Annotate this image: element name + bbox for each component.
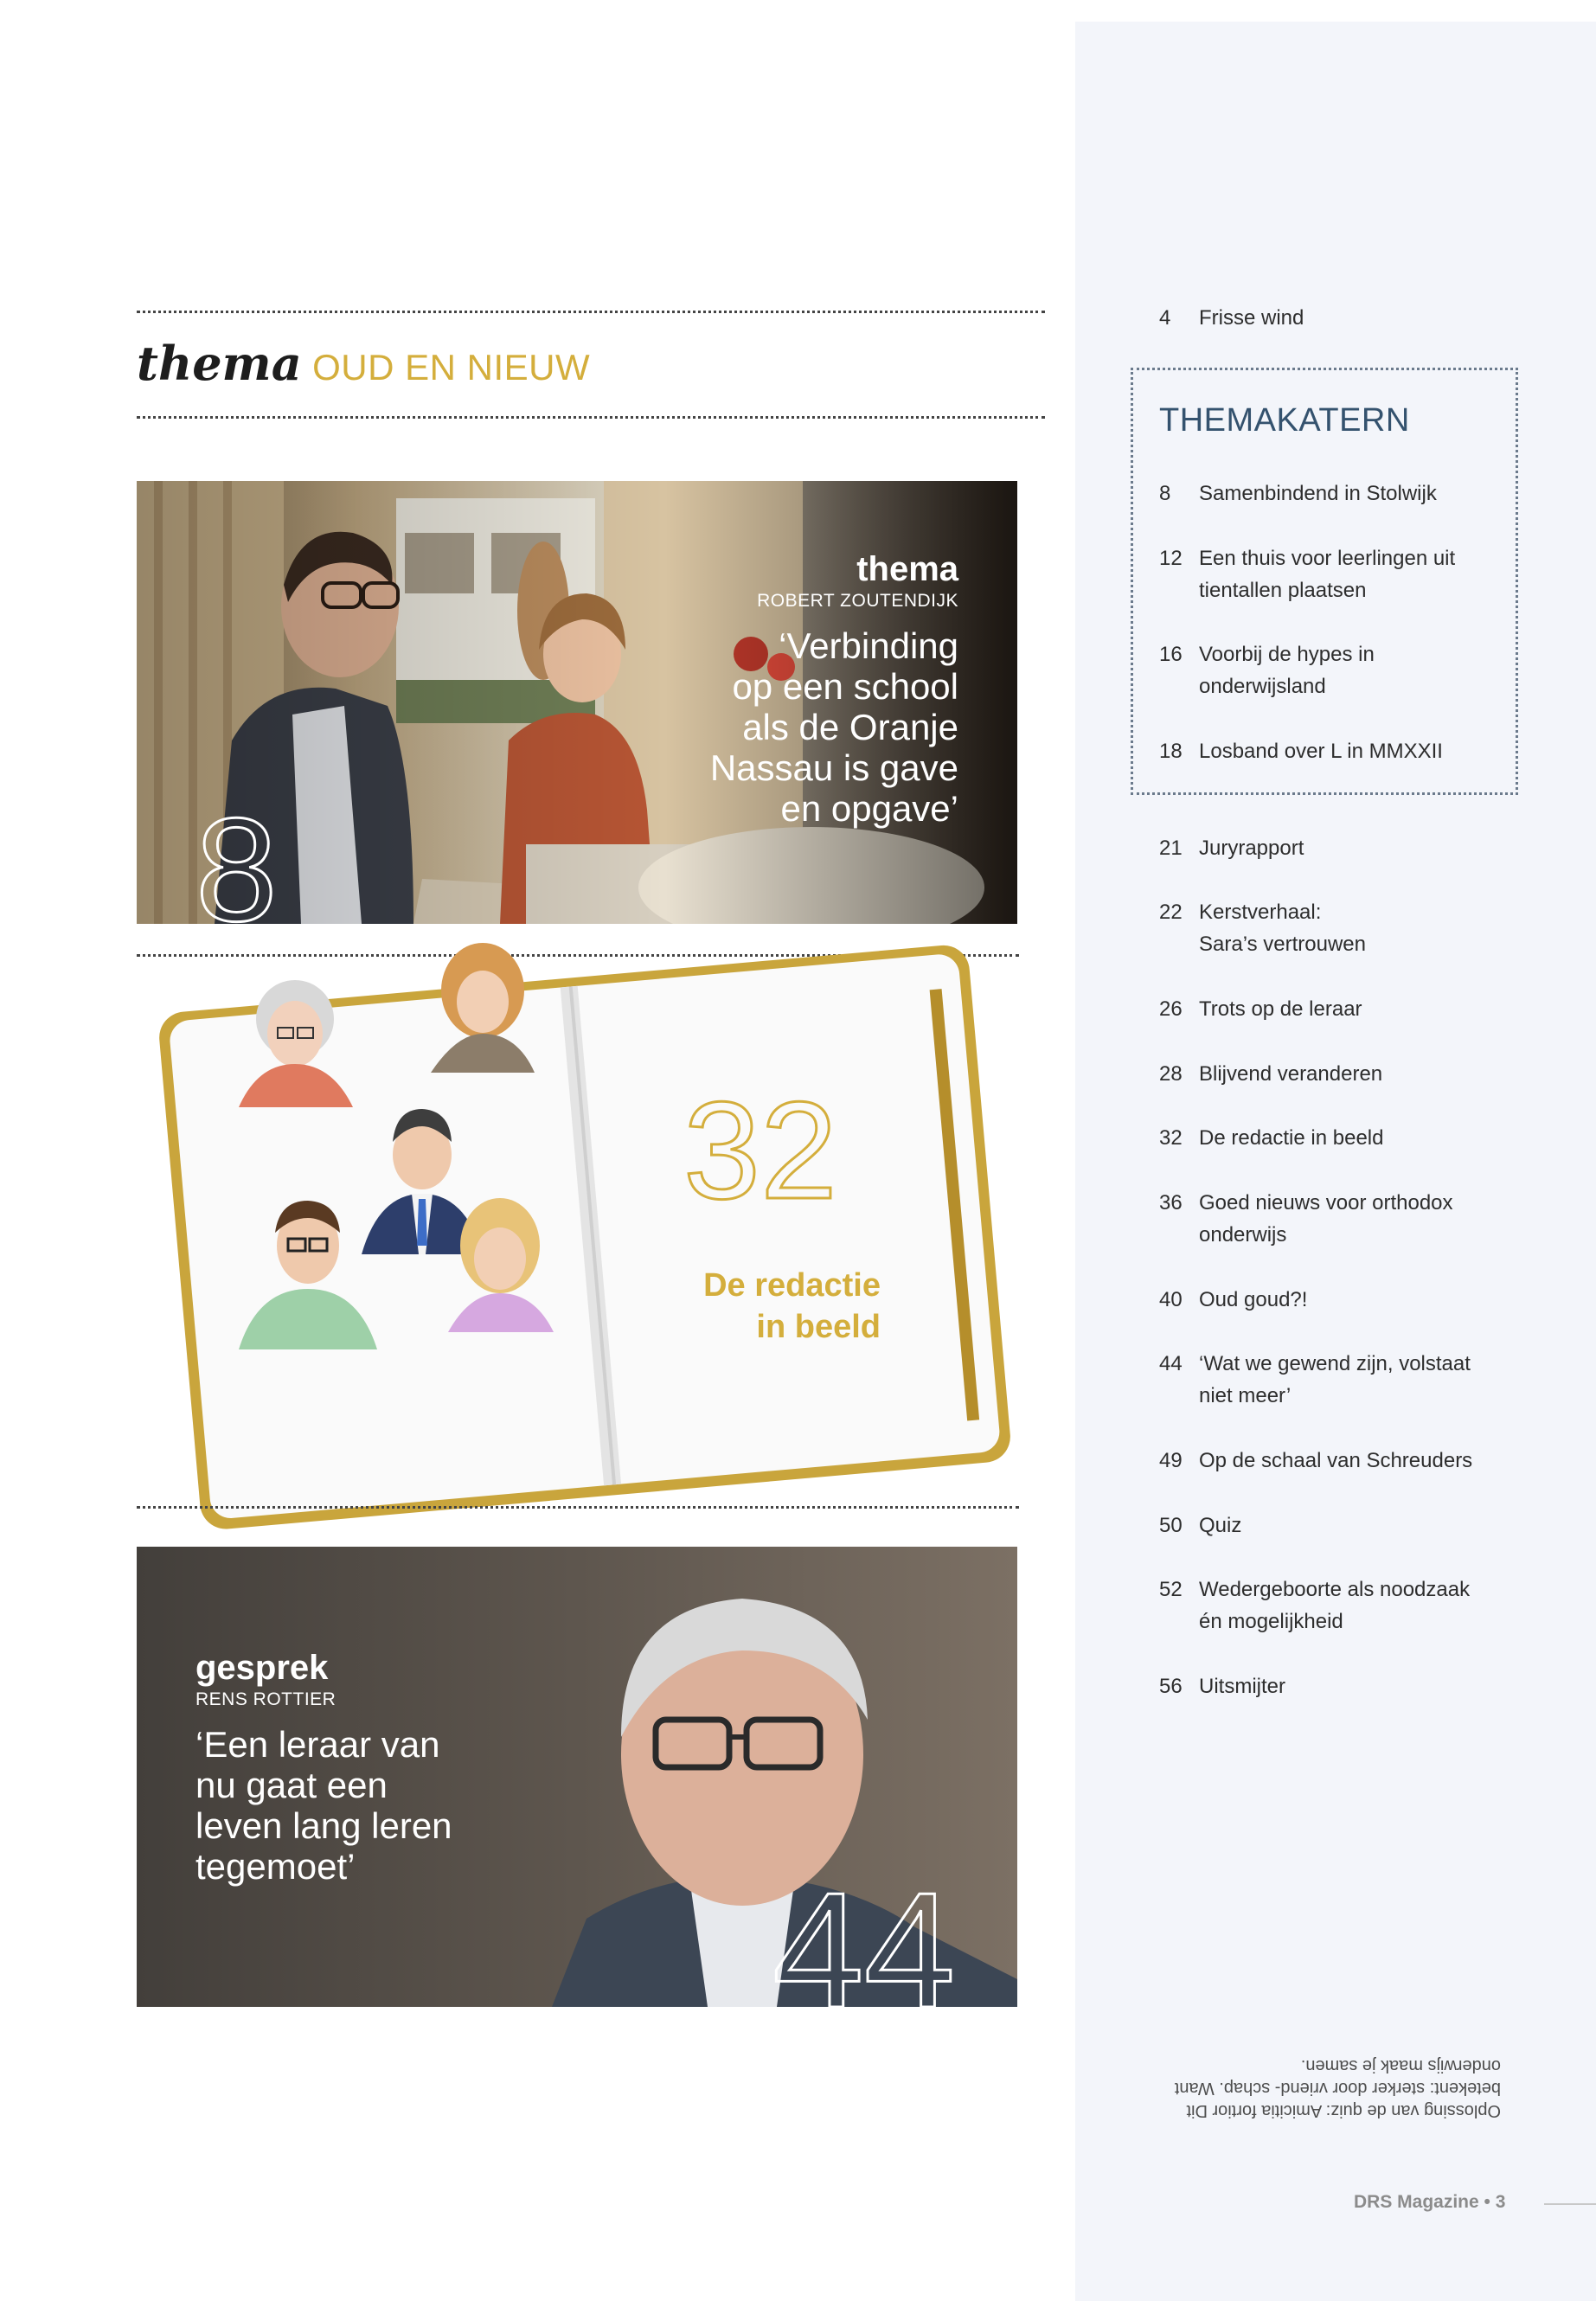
toc-item-number: 49 xyxy=(1159,1449,1183,1472)
feature-kicker: gesprek xyxy=(195,1649,329,1687)
toc-item-frisse-wind[interactable] xyxy=(1159,302,1531,334)
page-number-outline: 8 xyxy=(195,788,278,924)
toc-item-title: Blijvend veranderen xyxy=(1199,1062,1383,1086)
toc-item-title: Oud goud?! xyxy=(1199,1288,1308,1311)
title-line: in beeld xyxy=(756,1309,881,1345)
toc-item[interactable] xyxy=(1159,1445,1531,1477)
section-title xyxy=(137,336,590,391)
feature-quote xyxy=(710,625,958,829)
toc-item-number: 12 xyxy=(1159,547,1183,570)
toc-item-number: 44 xyxy=(1159,1352,1183,1375)
quote-line: leven lang leren xyxy=(195,1805,452,1846)
dotted-divider xyxy=(137,416,1045,419)
dotted-divider xyxy=(137,1506,1019,1509)
toc-item-number: 36 xyxy=(1159,1191,1183,1215)
page-number: 3 xyxy=(1495,2192,1506,2212)
toc-item-number: 32 xyxy=(1159,1126,1183,1150)
quote-line: ‘Verbinding xyxy=(779,625,958,666)
toc-item[interactable] xyxy=(1159,1058,1531,1090)
toc-item-number: 40 xyxy=(1159,1288,1183,1311)
toc-item[interactable] xyxy=(1159,1187,1488,1251)
quote-line: op een school xyxy=(732,666,958,707)
footer-separator: • xyxy=(1484,2192,1490,2212)
toc-item[interactable] xyxy=(1159,1284,1531,1316)
toc-item-number: 21 xyxy=(1159,836,1183,860)
toc-item-number: 28 xyxy=(1159,1062,1183,1086)
feature-card-gesprek[interactable] xyxy=(137,1547,1017,2007)
page-footer xyxy=(1354,2192,1505,2213)
toc-item-title: Samenbindend in Stolwijk xyxy=(1199,482,1437,505)
toc-item-number: 8 xyxy=(1159,482,1171,505)
title-line: De redactie xyxy=(703,1267,881,1304)
feature-caption xyxy=(195,1649,452,1887)
toc-item-number: 4 xyxy=(1159,306,1171,330)
quote-line: ‘Een leraar van xyxy=(195,1724,440,1765)
feature-title xyxy=(621,1265,881,1348)
toc-item-number: 52 xyxy=(1159,1578,1183,1601)
toc-item-title: Trots op de leraar xyxy=(1199,997,1362,1021)
quiz-solution-upside-down: Oplossing van de quiz: Amicitia fortior Dit betekent: sterker door vriend- schap. Want onderwijs maak je samen. xyxy=(1174,2056,1501,2120)
quote-line: Nassau is gave xyxy=(709,747,958,788)
feature-card-thema[interactable] xyxy=(137,481,1017,924)
toc-item-title: Uitsmijter xyxy=(1199,1675,1285,1698)
feature-caption xyxy=(710,550,958,829)
toc-item-title: Losband over L in MMXXII xyxy=(1199,740,1443,763)
dotted-divider xyxy=(137,311,1045,313)
toc-item-title: Kerstverhaal: Sara’s vertrouwen xyxy=(1199,901,1366,956)
toc-item-title: Een thuis voor leerlingen uit tientallen plaatsen xyxy=(1199,547,1456,602)
toc-item-number: 56 xyxy=(1159,1675,1183,1698)
toc-item-number: 50 xyxy=(1159,1514,1183,1537)
toc-item[interactable] xyxy=(1159,735,1531,767)
toc-item[interactable] xyxy=(1159,1348,1497,1412)
toc-item[interactable] xyxy=(1159,1509,1531,1541)
page-number-outline: 32 xyxy=(683,1073,837,1227)
quote-line: nu gaat een xyxy=(195,1765,388,1805)
feature-kicker: thema xyxy=(856,550,958,588)
toc-item-title: Quiz xyxy=(1199,1514,1242,1537)
toc-item-title: Voorbij de hypes in onderwijsland xyxy=(1199,643,1375,698)
quote-line: en opgave’ xyxy=(780,788,958,829)
quote-line: als de Oranje xyxy=(742,707,958,747)
toc-item-title: Op de schaal van Schreuders xyxy=(1199,1449,1473,1472)
toc-item-title: De redactie in beeld xyxy=(1199,1126,1384,1150)
toc-item[interactable] xyxy=(1159,1122,1531,1154)
toc-item[interactable] xyxy=(1159,478,1531,510)
toc-item-number: 26 xyxy=(1159,997,1183,1021)
feature-card-redactie[interactable] xyxy=(137,926,1036,1548)
toc-item-title: ‘Wat we gewend zijn, volstaat niet meer’ xyxy=(1199,1352,1471,1407)
feature-author: RENS ROTTIER xyxy=(195,1689,337,1709)
toc-item[interactable] xyxy=(1159,832,1531,864)
section-theme: OUD EN NIEUW xyxy=(312,347,591,388)
toc-item[interactable] xyxy=(1159,1670,1531,1702)
toc-item-number: 16 xyxy=(1159,643,1183,666)
toc-item-title: Goed nieuws voor orthodox onderwijs xyxy=(1199,1191,1453,1247)
toc-item[interactable] xyxy=(1159,896,1367,960)
toc-item-title: Frisse wind xyxy=(1199,306,1304,330)
magazine-name: DRS Magazine xyxy=(1354,2192,1479,2212)
feature-quote xyxy=(195,1724,452,1887)
quote-line: tegemoet’ xyxy=(195,1846,356,1887)
toc-item[interactable] xyxy=(1159,638,1419,702)
toc-item-title: Wedergeboorte als noodzaak én mogelijkheid xyxy=(1199,1578,1471,1633)
notebook-illustration xyxy=(137,926,1036,1548)
footer-rule xyxy=(1544,2203,1596,2205)
toc-item[interactable] xyxy=(1159,542,1492,606)
page-number-outline: 44 xyxy=(772,1859,956,2007)
section-label: thema xyxy=(137,336,302,391)
toc-item-number: 22 xyxy=(1159,901,1183,924)
table-of-contents-panel xyxy=(1075,22,1596,2301)
toc-item[interactable] xyxy=(1159,1574,1497,1638)
toc-item[interactable] xyxy=(1159,993,1531,1025)
toc-item-number: 18 xyxy=(1159,740,1183,763)
feature-author: ROBERT ZOUTENDIJK xyxy=(757,591,958,611)
themakatern-heading: THEMAKATERN xyxy=(1159,402,1410,439)
toc-item-title: Juryrapport xyxy=(1199,836,1304,860)
